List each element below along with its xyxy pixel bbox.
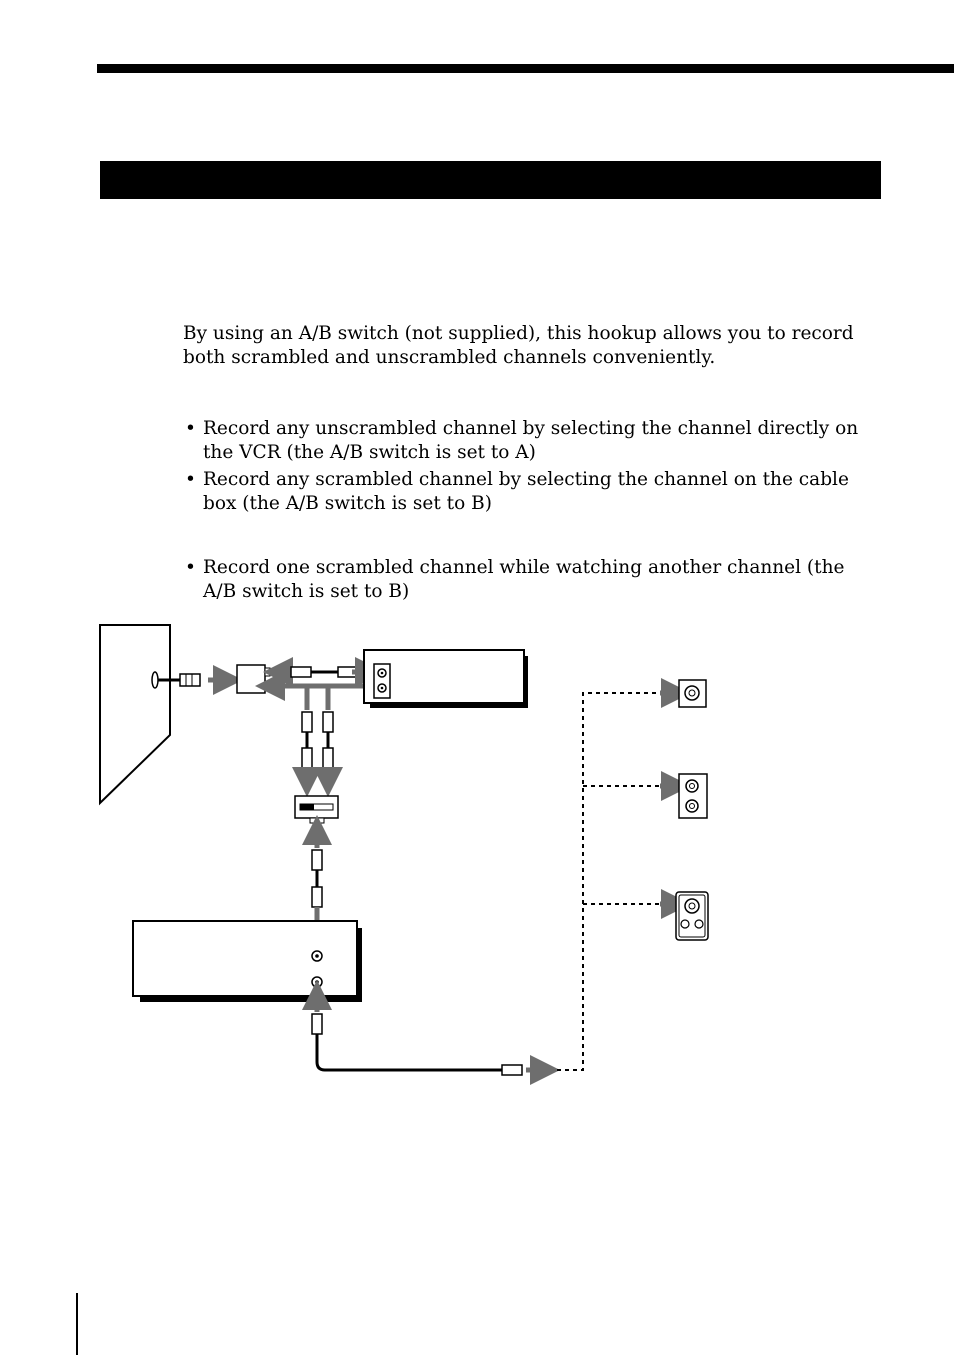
wall-outlet (100, 625, 170, 803)
intro-paragraph: By using an A/B switch (not supplied), this hookup allows you to record both scrambled and unscrambled channels conveniently. (183, 323, 854, 368)
cable-box (364, 650, 528, 708)
tv-connector-options (557, 693, 660, 1070)
top-rule (97, 64, 954, 73)
tv-option-arrows (660, 693, 676, 904)
list-item: • Record any unscrambled channel by selecting the channel directly on the VCR (the A/B switch is set to A) (183, 417, 873, 465)
vcr (133, 921, 362, 1002)
splitter (237, 665, 270, 693)
bullet-list-a (183, 417, 873, 519)
tv-jack-triple (676, 892, 708, 940)
ab-switch-cables (302, 712, 333, 782)
section-title-bar (100, 161, 881, 199)
hookup-diagram (0, 600, 954, 1100)
ab-switch (295, 796, 338, 823)
vcr-to-tv-cable (312, 995, 545, 1075)
tv-jack-double (679, 774, 707, 818)
page-margin-rule (76, 1293, 78, 1355)
routing-arrows (265, 686, 340, 710)
splitter-to-cablebox-cable (278, 667, 372, 686)
tv-jack-single (679, 680, 706, 707)
list-item: • Record one scrambled channel while watching another channel (the A/B switch is set to B) (183, 556, 873, 604)
list-item: • Record any scrambled channel by selecting the channel on the cable box (the A/B switch is set to B) (183, 468, 873, 516)
